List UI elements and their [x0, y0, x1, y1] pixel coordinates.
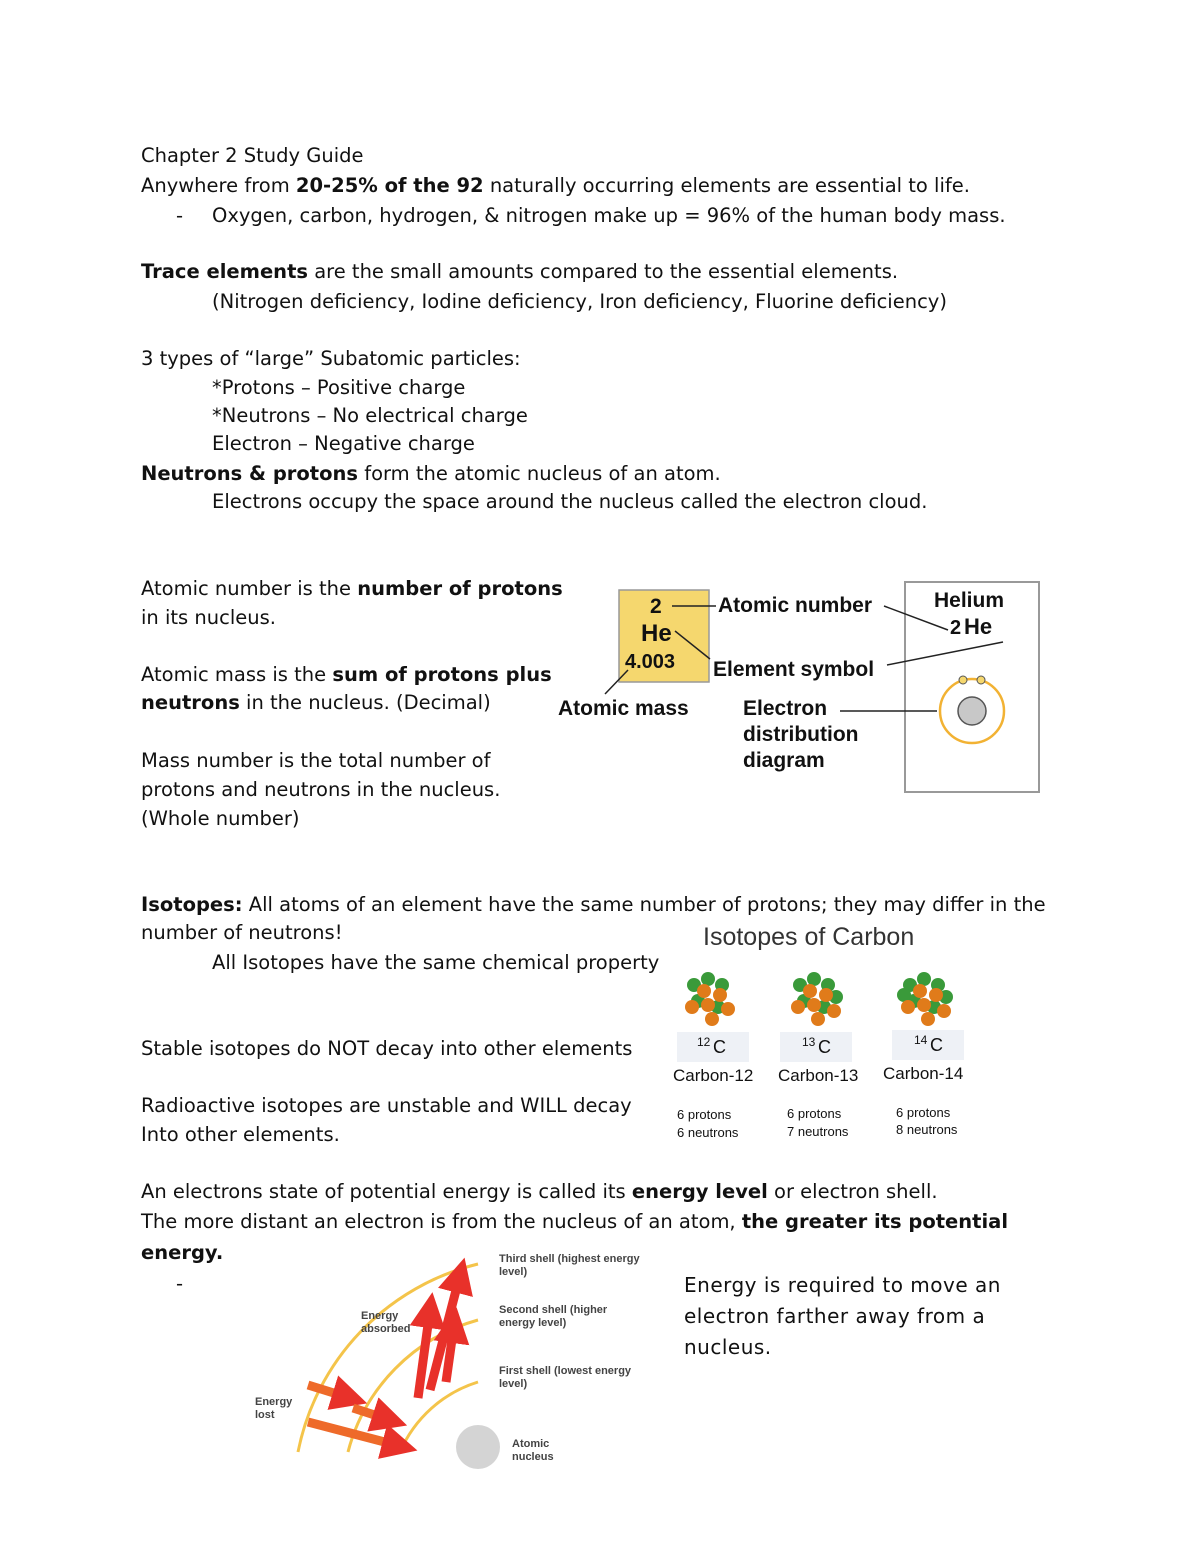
energy-lost-label-2: lost — [255, 1409, 275, 1421]
carbon-12-nucleus — [685, 972, 735, 1026]
isotope-mass-number: 14 — [914, 1033, 928, 1047]
isotope-neutrons: 6 neutrons — [677, 1125, 739, 1140]
intro-line — [141, 175, 970, 197]
trace-bold: Trace elements — [141, 260, 308, 283]
energy-line1-bold: energy level — [631, 1180, 768, 1203]
proton — [917, 998, 931, 1012]
isotope-neutrons: 7 neutrons — [787, 1124, 849, 1139]
energy-note-line2: electron farther away from a — [684, 1304, 986, 1328]
energy-absorbed-label-2: absorbed — [361, 1323, 411, 1335]
energy-line3-bold: energy. — [141, 1241, 224, 1264]
isotope-symbol-box — [892, 1030, 964, 1060]
subatomic-item: *Neutrons – No electrical charge — [212, 404, 528, 427]
isotope-name: Carbon-14 — [883, 1064, 964, 1083]
proton — [705, 1012, 719, 1026]
isotopes-line — [141, 894, 1046, 916]
atomic-number-bold: number of protons — [357, 577, 563, 600]
panel-atomic-number: 2 — [950, 617, 962, 639]
proton — [901, 1000, 915, 1014]
third-shell-label-1: Third shell (highest energy — [499, 1253, 640, 1265]
isotope-protons: 6 protons — [896, 1105, 951, 1120]
isotopes-bold: Isotopes: — [141, 893, 243, 916]
trace-line — [141, 261, 898, 283]
proton — [937, 1004, 951, 1018]
nucleus-line — [141, 463, 721, 485]
lost-arrow — [308, 1422, 400, 1446]
cloud-line: Electrons occupy the space around the nucleus called the electron cloud. — [212, 490, 928, 513]
proton — [913, 984, 927, 998]
isotope-protons: 6 protons — [787, 1106, 842, 1121]
tile-atomic-number: 2 — [650, 595, 662, 618]
atomic-mass-post: in the nucleus. (Decimal) — [239, 691, 491, 714]
energy-line2-bold: the greater its potential — [741, 1210, 1009, 1233]
proton — [921, 1012, 935, 1026]
isotope-mass-number: 12 — [697, 1035, 711, 1049]
proton — [721, 1002, 735, 1016]
neutron — [701, 972, 715, 986]
label-element-symbol: Element symbol — [713, 658, 875, 681]
atomic-mass-line2 — [141, 692, 491, 714]
proton — [811, 1012, 825, 1026]
carbon-nuclei — [670, 962, 980, 1032]
isotope-symbol-box — [677, 1032, 749, 1062]
mass-number-line3: (Whole number) — [141, 807, 300, 830]
energy-line2-pre: The more distant an electron is from the nucleus of an atom, — [141, 1210, 742, 1233]
energy-bullet: - — [176, 1272, 184, 1295]
proton — [827, 1004, 841, 1018]
nucleus-bold: Neutrons & protons — [141, 462, 359, 485]
trace-post: are the small amounts compared to the essential elements. — [308, 260, 899, 283]
atomic-mass-line — [141, 664, 552, 686]
panel-name: Helium — [934, 589, 1005, 612]
radioactive-line1: Radioactive isotopes are unstable and WILL decay — [141, 1094, 632, 1117]
neutron — [807, 972, 821, 986]
carbon-13-nucleus — [791, 972, 843, 1026]
proton — [697, 984, 711, 998]
helium-nucleus — [958, 697, 986, 725]
page-title: Chapter 2 Study Guide — [141, 144, 364, 167]
label-atomic-number: Atomic number — [718, 594, 873, 617]
tile-mass: 4.003 — [625, 651, 676, 673]
isotope-figure-title: Isotopes of Carbon — [703, 923, 915, 951]
third-shell-label-2: level) — [499, 1266, 528, 1278]
lost-arrow — [353, 1408, 390, 1420]
tile-symbol: He — [641, 620, 672, 647]
label-atomic-mass: Atomic mass — [558, 697, 689, 720]
second-shell — [348, 1320, 478, 1452]
subatomic-item: *Protons – Positive charge — [212, 376, 466, 399]
mass-number-line2: protons and neutrons in the nucleus. — [141, 778, 501, 801]
energy-lost-label-1: Energy — [255, 1396, 293, 1408]
energy-absorbed-label-1: Energy — [361, 1310, 399, 1322]
energy-line3 — [141, 1242, 223, 1264]
stable-line: Stable isotopes do NOT decay into other elements — [141, 1037, 633, 1060]
isotope-mass-number: 13 — [802, 1035, 816, 1049]
proton — [819, 988, 833, 1002]
energy-note-line3: nucleus. — [684, 1335, 772, 1359]
first-shell-label-2: level) — [499, 1378, 528, 1390]
first-shell-label-1: First shell (lowest energy — [499, 1365, 632, 1377]
isotope-symbol-box — [780, 1032, 852, 1062]
label-electron: Electron — [743, 697, 828, 720]
isotope-symbol: C — [818, 1037, 831, 1057]
neutron — [897, 988, 911, 1002]
proton — [713, 988, 727, 1002]
intro-bullet-text: Oxygen, carbon, hydrogen, & nitrogen make up = 96% of the human body mass. — [212, 204, 1006, 227]
label-distribution: distribution — [743, 723, 859, 746]
atomic-mass-bold2: neutrons — [141, 691, 240, 714]
isotope-symbol: C — [930, 1035, 943, 1055]
proton — [803, 984, 817, 998]
proton — [791, 1000, 805, 1014]
isotopes-line2: number of neutrons! — [141, 921, 343, 944]
atomic-mass-pre: Atomic mass is the — [141, 663, 333, 686]
subatomic-heading: 3 types of “large” Subatomic particles: — [141, 347, 521, 370]
isotope-name: Carbon-12 — [673, 1066, 754, 1085]
proton — [685, 1000, 699, 1014]
second-shell-label-1: Second shell (higher — [499, 1304, 608, 1316]
isotope-neutrons: 8 neutrons — [896, 1122, 958, 1137]
atomic-number-line2: in its nucleus. — [141, 606, 276, 629]
electron-dot — [959, 676, 967, 684]
nucleus-label-2: nucleus — [512, 1451, 554, 1463]
neutron — [917, 972, 931, 986]
isotopes-line3: All Isotopes have the same chemical property — [212, 951, 660, 974]
proton — [701, 998, 715, 1012]
intro-pre: Anywhere from — [141, 174, 296, 197]
atomic-nucleus — [456, 1425, 500, 1469]
intro-bullet-marker: - — [176, 204, 184, 227]
energy-note-line1: Energy is required to move an — [684, 1273, 1001, 1297]
panel-symbol: He — [964, 614, 993, 639]
atomic-number-pre: Atomic number is the — [141, 577, 358, 600]
energy-line1-pre: An electrons state of potential energy is called its — [141, 1180, 632, 1203]
carbon-14-nucleus — [897, 972, 953, 1026]
isotope-protons: 6 protons — [677, 1107, 732, 1122]
energy-line1-post: or electron shell. — [767, 1180, 938, 1203]
energy-line1 — [141, 1181, 938, 1203]
isotopes-post: All atoms of an element have the same number of protons; they may differ in the — [242, 893, 1046, 916]
mass-number-line1: Mass number is the total number of — [141, 749, 491, 772]
intro-post: naturally occurring elements are essential to life. — [483, 174, 970, 197]
trace-examples: (Nitrogen deficiency, Iodine deficiency, Iron deficiency, Fluorine deficiency) — [212, 290, 947, 313]
radioactive-line2: Into other elements. — [141, 1123, 340, 1146]
nucleus-label-1: Atomic — [512, 1438, 550, 1450]
subatomic-item: Electron – Negative charge — [212, 432, 475, 455]
isotope-name: Carbon-13 — [778, 1066, 859, 1085]
atomic-number-line — [141, 578, 563, 600]
lost-arrow — [308, 1385, 350, 1398]
atomic-mass-bold: sum of protons plus — [332, 663, 552, 686]
label-diagram: diagram — [743, 749, 825, 772]
proton — [807, 998, 821, 1012]
intro-bold: 20-25% of the 92 — [295, 174, 484, 197]
energy-line2 — [141, 1211, 1008, 1233]
second-shell-label-2: energy level) — [499, 1317, 567, 1329]
proton — [929, 988, 943, 1002]
nucleus-post: form the atomic nucleus of an atom. — [358, 462, 721, 485]
electron-dot — [977, 676, 985, 684]
isotope-symbol: C — [713, 1037, 726, 1057]
